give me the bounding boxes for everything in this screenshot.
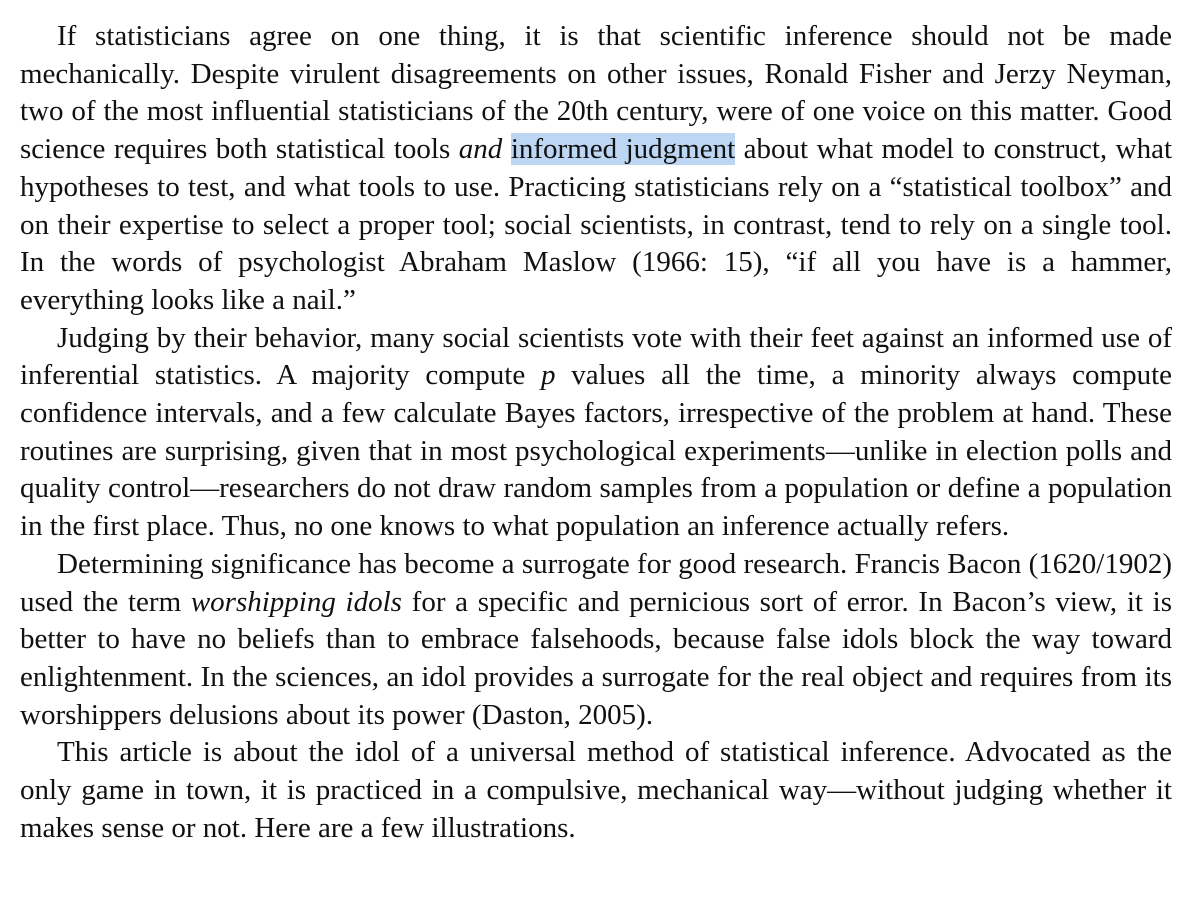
italic-text: p [540,359,556,392]
article-text [20,18,1172,847]
text-segment: This article is about the idol of a universal method of statistical inference. Advocated as the only game in town, it is practiced in a compulsive, mechanical way—without judging whether it makes sense or not. Here are a few illustrations. [20,736,1172,844]
text-segment: for a specific and pernicious sort of error. In Bacon’s view, it is better to have no beliefs than to embrace falsehoods, because false idols block the way toward enlightenment. In the sciences, an idol provides a surrogate for the real object and requires from its worshippers delusions about its power (Daston, 2005). [20,585,1172,731]
paragraph-4 [20,734,1172,847]
text-selection-highlight[interactable]: informed judgment [510,133,736,166]
text-segment: Determining significance has become a surrogate for good research. Francis Bacon (1620/1902) used the term [20,547,1172,618]
text-segment: Judging by their behavior, many social scientists vote with their feet against an informed use of inferential statistics. A majority compute [20,321,1172,392]
italic-text: and [458,133,503,166]
text-segment: values all the time, a minority always compute confidence intervals, and a few calculate Bayes factors, irrespective of the problem at hand. These routines are surprising, given that in most psychological experiments—unlike in election polls and quality control—researchers do not draw random samples from a population or define a population in the first place. Thus, no one knows to what population an inference actually refers. [20,359,1173,543]
paragraph-3 [20,546,1172,735]
text-segment: about what model to construct, what hypotheses to test, and what tools to use. Practicing statisticians rely on a “statistical toolbox” and on their expertise to select a proper tool; social scientists, in contrast, tend to rely on a single tool. In the words of psychologist Abraham Maslow (1966: 15), “if all you have is a hammer, everything looks like a nail.” [20,133,1173,316]
paragraph-1 [20,18,1172,320]
text-segment [502,133,511,165]
text-segment: If statisticians agree on one thing, it is that scientific inference should not be made mechanically. Despite virulent disagreements on other issues, Ronald Fisher and Jerzy Neyman, two of the most influential statisticians of the 20th century, were of one voice on this matter. Good science requires both statistical tools [20,20,1172,166]
italic-text: worshipping idols [190,585,402,618]
paragraph-2 [20,320,1172,546]
